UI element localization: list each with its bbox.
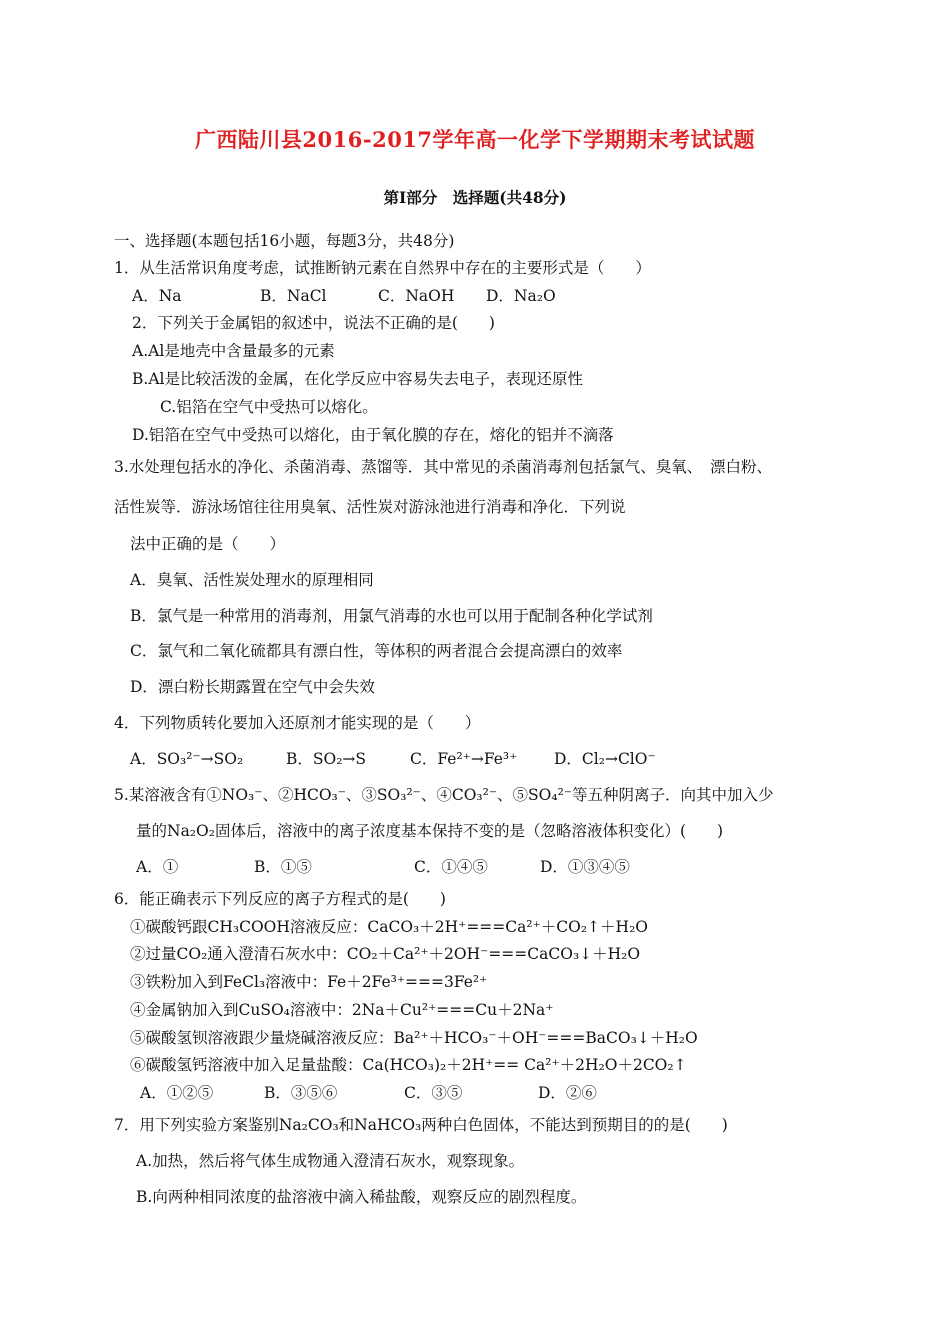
section-heading: 第Ⅰ部分 选择题(共48分): [383, 188, 567, 207]
q5-options: [136, 857, 630, 877]
q5-option-c: C．①④⑤: [414, 858, 488, 876]
q2-option-a: A.Al是地壳中含量最多的元素: [132, 342, 335, 360]
q6-option-d: D．②⑥: [538, 1084, 597, 1102]
q4-option-a: A．SO₃²⁻→SO₂: [130, 750, 244, 768]
q5-option-b: B．①⑤: [254, 858, 312, 876]
q6-item-2: ②过量CO₂通入澄清石灰水中：CO₂＋Ca²⁺＋2OH⁻===CaCO₃↓＋H₂O: [130, 945, 641, 963]
instructions: 一、选择题(本题包括16小题，每题3分，共48分): [114, 232, 455, 250]
q6-options: [140, 1083, 597, 1103]
q1-option-c: C．NaOH: [378, 287, 455, 305]
q5-option-a: A．①: [136, 858, 179, 876]
q6-item-4: ④金属钠加入到CuSO₄溶液中：2Na＋Cu²⁺===Cu＋2Na⁺: [130, 1001, 554, 1019]
q5-stem-line2: 量的Na₂O₂固体后，溶液中的离子浓度基本保持不变的是（忽略溶液体积变化）( ): [136, 822, 724, 840]
q3-stem-line3: 法中正确的是（ ）: [130, 535, 286, 553]
q2-option-d: D.铝箔在空气中受热可以熔化，由于氧化膜的存在，熔化的铝并不滴落: [132, 426, 614, 444]
q1-option-b: B．NaCl: [260, 287, 327, 305]
q6-option-a: A．①②⑤: [140, 1084, 214, 1102]
q4-option-b: B．SO₂→S: [286, 750, 367, 768]
page-title: 广西陆川县2016-2017学年高一化学下学期期末考试试题: [194, 127, 756, 152]
q4-option-d: D．Cl₂→ClO⁻: [554, 750, 656, 768]
q6-option-c: C．③⑤: [404, 1084, 463, 1102]
q3-option-b: B．氯气是一种常用的消毒剂，用氯气消毒的水也可以用于配制各种化学试剂: [130, 607, 653, 625]
q3-option-c: C．氯气和二氧化硫都具有漂白性，等体积的两者混合会提高漂白的效率: [130, 642, 623, 660]
q4-stem: 4．下列物质转化要加入还原剂才能实现的是（ ）: [114, 714, 481, 732]
q2-stem: 2．下列关于金属铝的叙述中，说法不正确的是( ): [132, 314, 495, 332]
q2-option-c: C.铝箔在空气中受热可以熔化。: [160, 398, 378, 416]
q3-option-d: D．漂白粉长期露置在空气中会失效: [130, 678, 375, 696]
q7-stem: 7．用下列实验方案鉴别Na₂CO₃和NaHCO₃两种白色固体，不能达到预期目的的是( ): [114, 1116, 728, 1134]
q5-option-d: D．①③④⑤: [540, 858, 630, 876]
q7-option-a: A.加热，然后将气体生成物通入澄清石灰水，观察现象。: [136, 1152, 525, 1170]
q3-stem-line1: 3.水处理包括水的净化、杀菌消毒、蒸馏等．其中常见的杀菌消毒剂包括氯气、臭氧、 漂白粉、: [114, 458, 773, 476]
q6-item-3: ③铁粉加入到FeCl₃溶液中：Fe＋2Fe³⁺===3Fe²⁺: [130, 973, 488, 991]
q3-option-a: A．臭氧、活性炭处理水的原理相同: [130, 571, 374, 589]
q6-item-6: ⑥碳酸氢钙溶液中加入足量盐酸：Ca(HCO₃)₂＋2H⁺== Ca²⁺＋2H₂O＋2CO₂↑: [130, 1056, 687, 1074]
q2-option-b: B.Al是比较活泼的金属，在化学反应中容易失去电子，表现还原性: [132, 370, 583, 388]
q1-options: [132, 286, 556, 306]
q6-option-b: B．③⑤⑥: [264, 1084, 338, 1102]
q7-option-b: B.向两种相同浓度的盐溶液中滴入稀盐酸，观察反应的剧烈程度。: [136, 1188, 587, 1206]
q5-stem-line1: 5.某溶液含有①NO₃⁻、②HCO₃⁻、③SO₃²⁻、④CO₃²⁻、⑤SO₄²⁻等五种阴离子．向其中加入少: [114, 786, 774, 804]
q4-option-c: C．Fe²⁺→Fe³⁺: [410, 750, 518, 768]
q1-stem: 1．从生活常识角度考虑，试推断钠元素在自然界中存在的主要形式是（ ）: [114, 259, 651, 277]
q3-stem-line2: 活性炭等．游泳场馆往往用臭氧、活性炭对游泳池进行消毒和净化．下列说: [114, 498, 626, 516]
q6-item-1: ①碳酸钙跟CH₃COOH溶液反应：CaCO₃＋2H⁺===Ca²⁺＋CO₂↑＋H₂O: [130, 918, 648, 936]
q1-option-d: D．Na₂O: [486, 287, 556, 305]
q6-stem: 6．能正确表示下列反应的离子方程式的是( ): [114, 890, 446, 908]
q4-options: [130, 749, 656, 769]
q1-option-a: A．Na: [132, 287, 182, 305]
q6-item-5: ⑤碳酸氢钡溶液跟少量烧碱溶液反应：Ba²⁺＋HCO₃⁻＋OH⁻===BaCO₃↓＋H₂O: [130, 1029, 698, 1047]
